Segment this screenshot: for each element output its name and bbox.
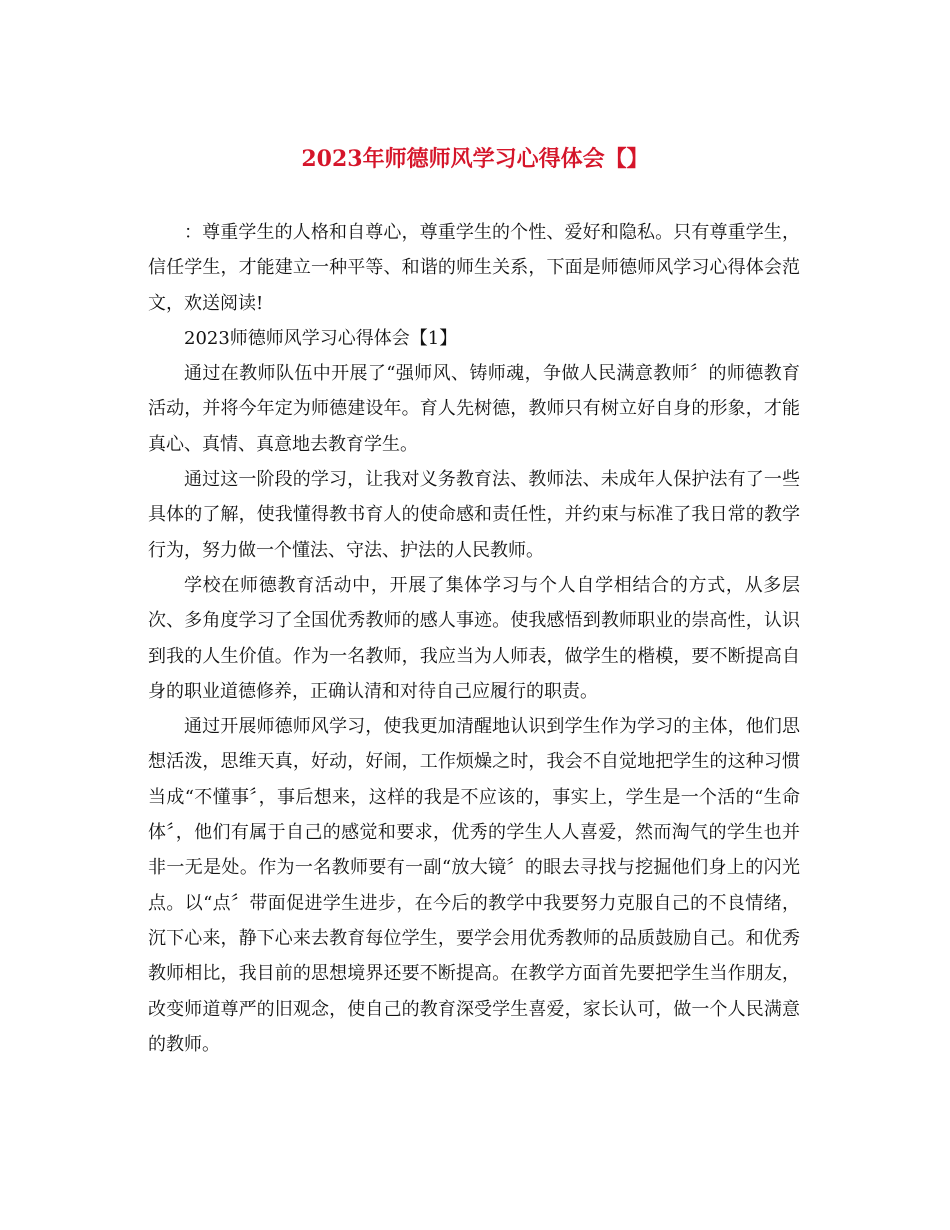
- section-heading: 2023师德师风学习心得体会【1】: [184, 327, 458, 349]
- document-title: 2023年师德师风学习心得体会【】: [301, 146, 649, 172]
- body-paragraph: 通过在教师队伍中开展了“强师风、铸师魂，争做人民满意教师〞的师德教育活动，并将今年定为师德建设年。育人先树德，教师只有树立好自身的形象，才能真心、真情、真意地去教育学生。: [148, 363, 800, 455]
- intro-paragraph: ：尊重学生的人格和自尊心，尊重学生的个性、爱好和隐私。只有尊重学生，信任学生，才能建立一种平等、和谐的师生关系，下面是师德师风学习心得体会范文，欢送阅读!: [148, 222, 800, 314]
- document-body: [148, 215, 800, 1062]
- body-paragraph: 通过开展师德师风学习，使我更加清醒地认识到学生作为学习的主体，他们思想活泼，思维天真，好动，好闹，工作烦燥之时，我会不自觉地把学生的这种习惯当成“不懂事〞，事后想来，这样的我是不应该的，事实上，学生是一个活的“生命体〞，他们有属于自己的感觉和要求，优秀的学生人人喜爱，然而淘气的学生也并非一无是处。作为一名教师要有一副“放大镜〞的眼去寻找与挖掘他们身上的闪光点。以“点〞带面促进学生进步，在今后的教学中我要努力克服自己的不良情绪，沉下心来，静下心来去教育每位学生，要学会用优秀教师的品质鼓励自己。和优秀教师相比，我目前的思想境界还要不断提高。在教学方面首先要把学生当作朋友，改变师道尊严的旧观念，使自己的教育深受学生喜爱，家长认可，做一个人民满意的教师。: [148, 716, 800, 1055]
- body-paragraph: 通过这一阶段的学习，让我对义务教育法、教师法、未成年人保护法有了一些具体的了解，使我懂得教书育人的使命感和责任性，并约束与标准了我日常的教学行为，努力做一个懂法、守法、护法的人民教师。: [148, 469, 800, 561]
- body-paragraph: 学校在师德教育活动中，开展了集体学习与个人自学相结合的方式，从多层次、多角度学习了全国优秀教师的感人事迹。使我感悟到教师职业的崇高性，认识到我的人生价值。作为一名教师，我应当为人师表，做学生的楷模，要不断提高自身的职业道德修养，正确认清和对待自己应履行的职责。: [148, 574, 800, 702]
